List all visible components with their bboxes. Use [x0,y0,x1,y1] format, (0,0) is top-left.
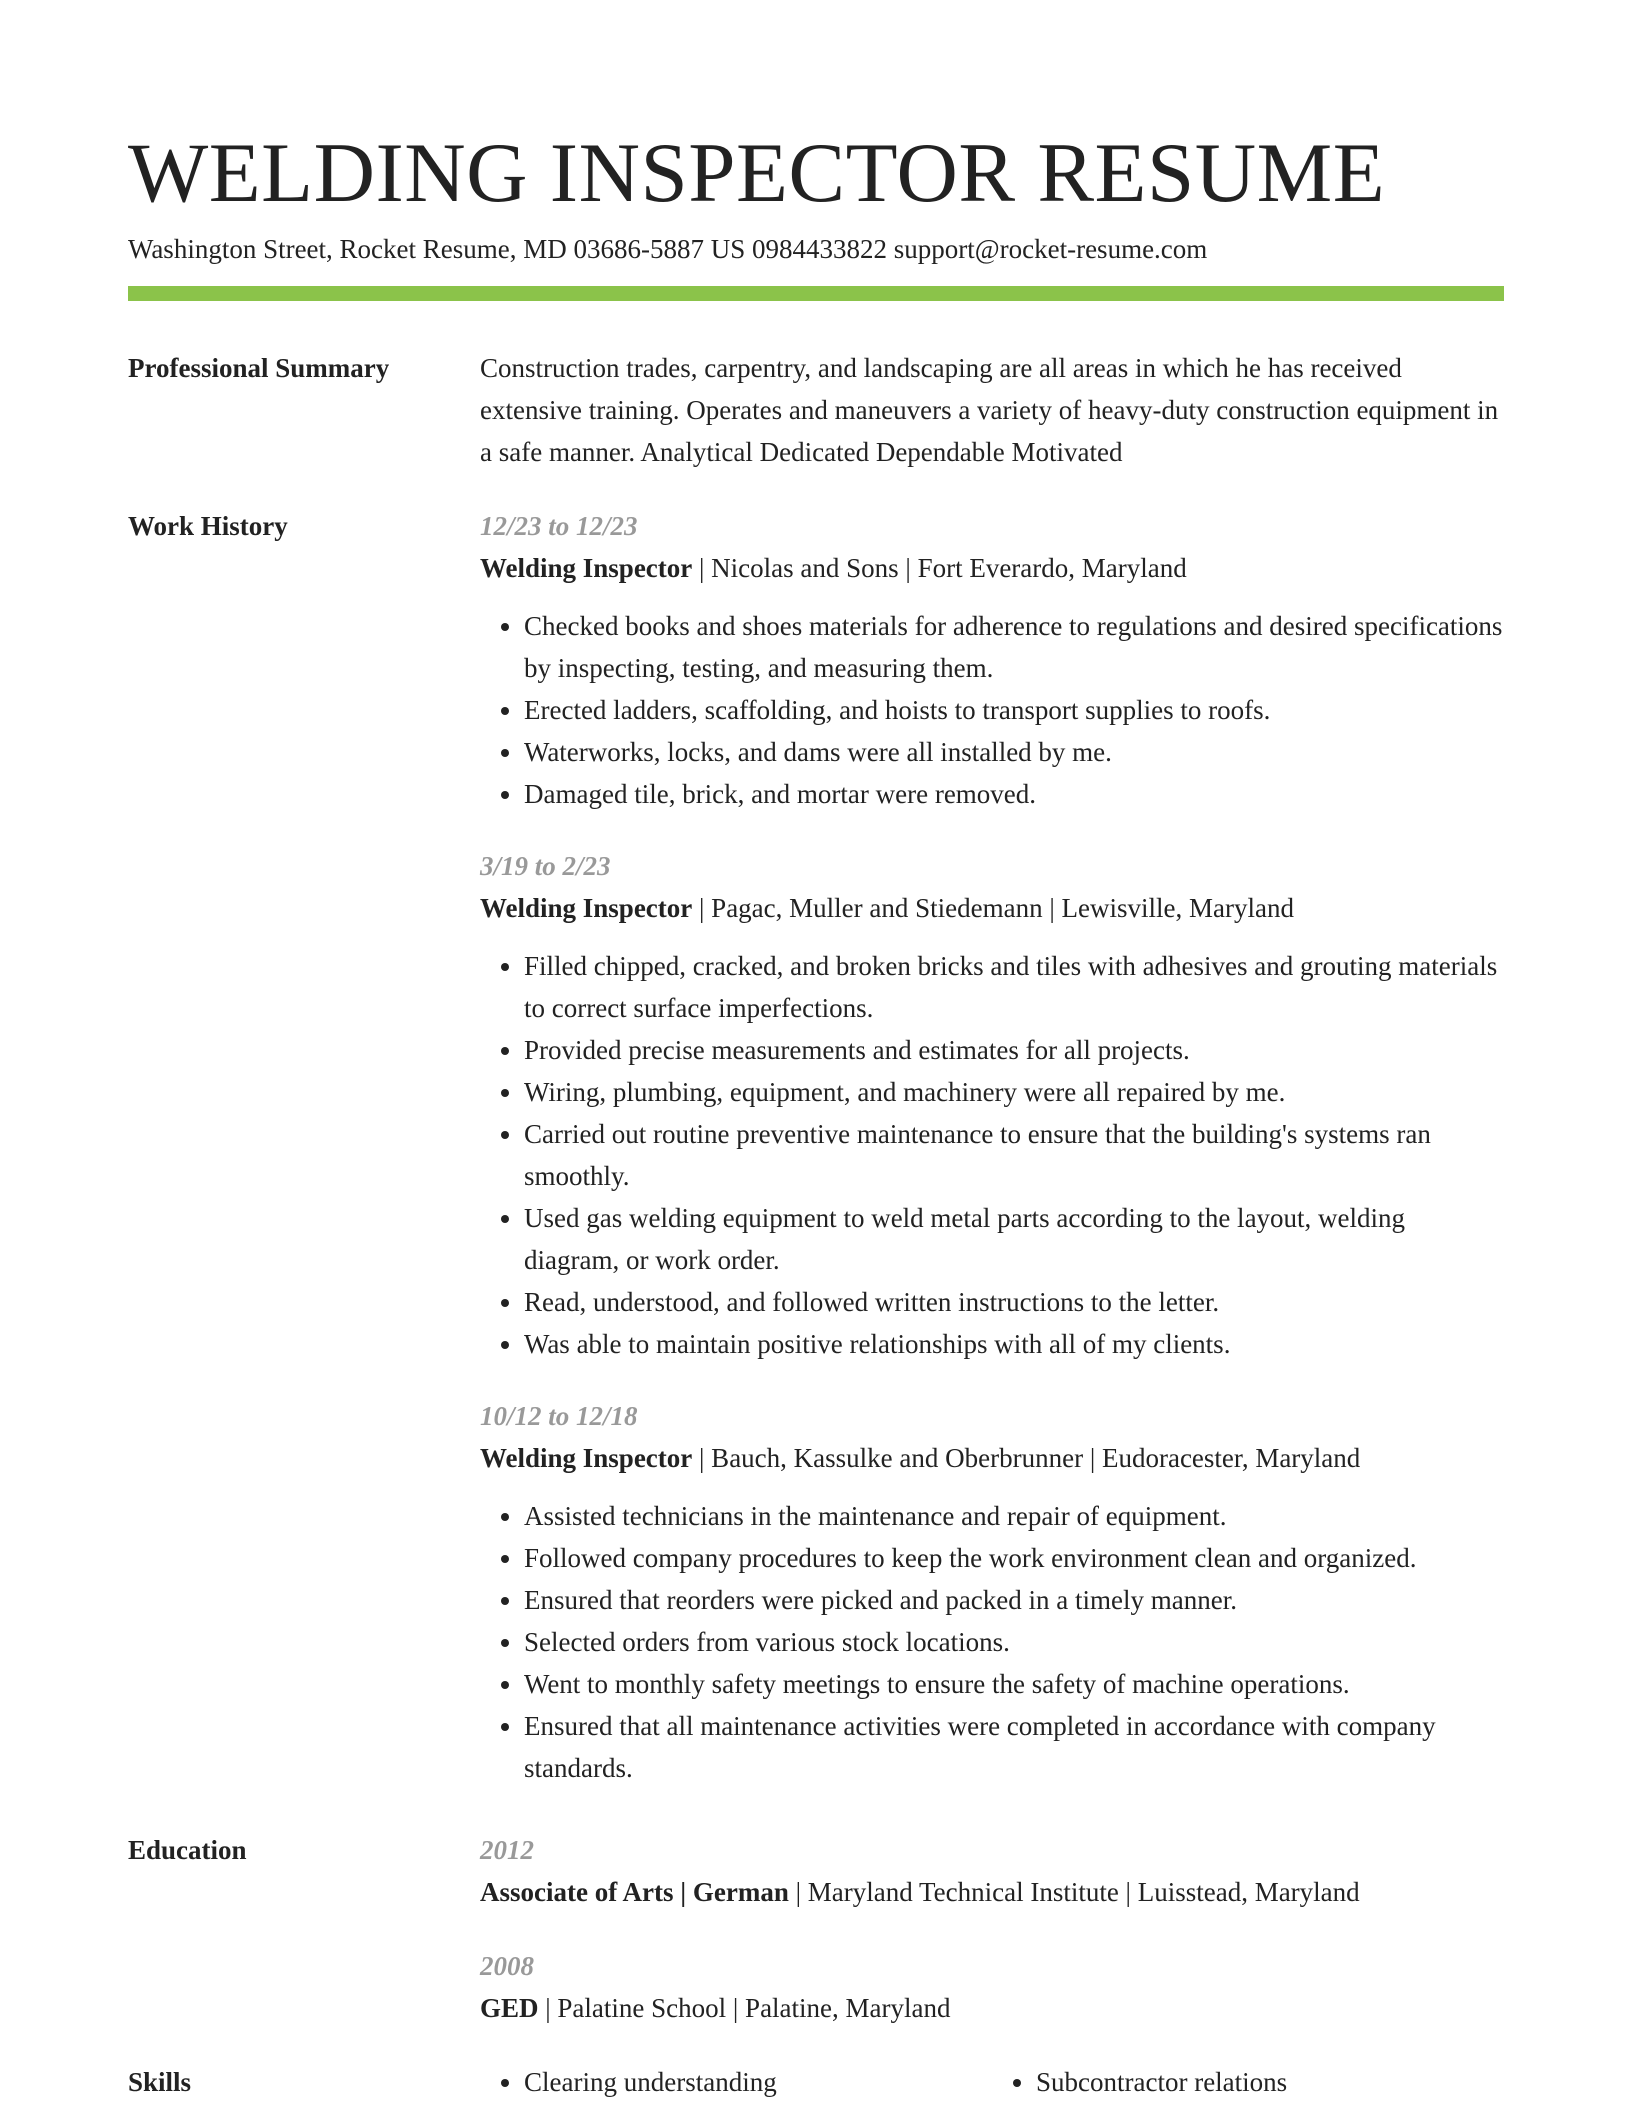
job-duties-list [480,945,1504,1365]
skills-list-left [480,2061,992,2103]
job-entry [480,1395,1504,1789]
education-body [480,1829,1504,2061]
list-item: • Filled chipped, cracked, and broken bricks and tiles with adhesives and grouting materials to correct surface imperfections. [524,945,1504,1029]
list-item: • Checked books and shoes materials for adherence to regulations and desired specifications by inspecting, testing, and measuring them. [524,605,1504,689]
skills-grid [480,2061,1504,2103]
list-item: • Read, understood, and followed written instructions to the letter. [524,1281,1504,1323]
degree-name: Associate of Arts | German [480,1877,789,1907]
job-entry [480,845,1504,1365]
skills-body [480,2061,1504,2103]
list-item: • Wiring, plumbing, equipment, and machinery were all repaired by me. [524,1071,1504,1113]
job-dates: 10/12 to 12/18 [480,1401,638,1431]
job-details: | Nicolas and Sons | Fort Everardo, Maryland [692,553,1187,583]
job-role-line [480,887,1504,929]
accent-divider [128,286,1504,301]
list-item: • Ensured that all maintenance activities were completed in accordance with company standards. [524,1705,1504,1789]
list-item: • Damaged tile, brick, and mortar were removed. [524,773,1504,815]
resume-title: WELDING INSPECTOR RESUME [128,126,1386,220]
work-history-body [480,505,1504,1819]
education-heading: Education [128,1835,247,1865]
job-title: Welding Inspector [480,1443,693,1473]
job-details: | Pagac, Muller and Stiedemann | Lewisville, Maryland [692,893,1294,923]
list-item: • Ensured that reorders were picked and packed in a timely manner. [524,1579,1504,1621]
job-title: Welding Inspector [480,893,693,923]
job-dates: 12/23 to 12/23 [480,511,638,541]
list-item: • Selected orders from various stock locations. [524,1621,1504,1663]
list-item: • Provided precise measurements and estimates for all projects. [524,1029,1504,1071]
education-line [480,1987,1504,2029]
job-title: Welding Inspector [480,553,693,583]
education-entry [480,1829,1504,1913]
list-item: • Clearing understanding [524,2061,992,2103]
job-entry [480,505,1504,815]
list-item: • Erected ladders, scaffolding, and hoists to transport supplies to roofs. [524,689,1504,731]
education-details: | Maryland Technical Institute | Luisstead, Maryland [788,1877,1360,1907]
list-item: • Assisted technicians in the maintenance and repair of equipment. [524,1495,1504,1537]
job-duties-list [480,605,1504,815]
summary-body [480,347,1504,473]
list-item: • Subcontractor relations [1036,2061,1504,2103]
skills-list-right [992,2061,1504,2103]
list-item: • Went to monthly safety meetings to ensure the safety of machine operations. [524,1663,1504,1705]
education-year: 2012 [480,1835,534,1865]
education-entry [480,1945,1504,2029]
work-history-heading: Work History [128,511,288,541]
job-details: | Bauch, Kassulke and Oberbrunner | Eudoracester, Maryland [692,1443,1361,1473]
education-details: | Palatine School | Palatine, Maryland [538,1993,951,2023]
list-item: • Followed company procedures to keep the work environment clean and organized. [524,1537,1504,1579]
list-item: • Waterworks, locks, and dams were all installed by me. [524,731,1504,773]
education-year: 2008 [480,1951,534,1981]
list-item: • Was able to maintain positive relationships with all of my clients. [524,1323,1504,1365]
education-line [480,1871,1504,1913]
list-item: • Carried out routine preventive maintenance to ensure that the building's systems ran smoothly. [524,1113,1504,1197]
contact-line: Washington Street, Rocket Resume, MD 03686-5887 US 0984433822 support@rocket-resume.com [128,234,1208,264]
job-dates: 3/19 to 2/23 [480,851,611,881]
job-role-line [480,1437,1504,1479]
skills-heading: Skills [128,2067,192,2097]
summary-text: Construction trades, carpentry, and landscaping are all areas in which he has received extensive training. Operates and maneuvers a variety of heavy-duty construction equipment in a safe manner. Analytical Dedicated Dependable Motivated [480,353,1499,467]
job-role-line [480,547,1504,589]
summary-heading: Professional Summary [128,353,390,383]
job-duties-list [480,1495,1504,1789]
list-item: • Used gas welding equipment to weld metal parts according to the layout, welding diagram, or work order. [524,1197,1504,1281]
degree-name: GED [480,1993,539,2023]
